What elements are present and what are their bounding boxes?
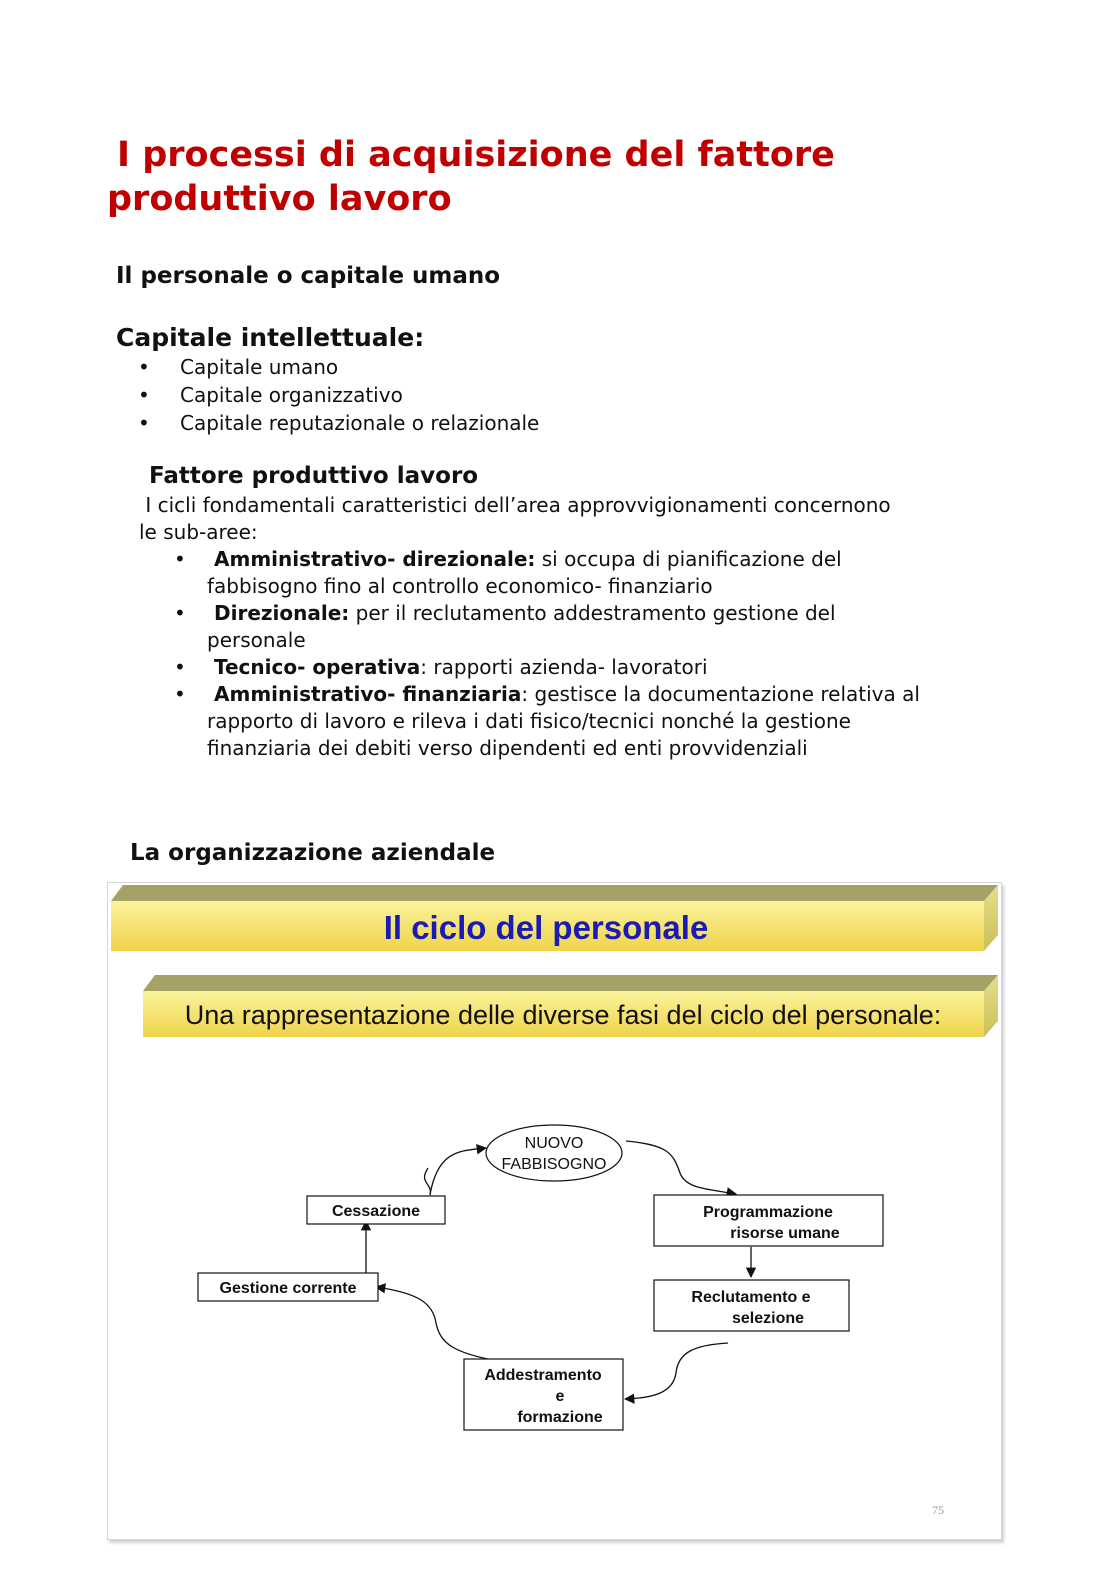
bullet-icon: • [138,383,150,407]
node-nuovo-fabbisogno [486,1125,622,1181]
heading-personale: Il personale o capitale umano [116,263,501,289]
list-item: • Amministrativo- finanziaria: gestisce la documentazione relativa al rapporto di lavoro e rileva i dati fisico/tecnici nonché la gestione finanziaria dei debiti verso dipendenti ed enti provvidenziali [174,682,920,760]
bullet-icon: • [138,355,150,379]
list-item: • Tecnico- operativa: rapporti azienda- lavoratori [174,655,708,679]
svg-text:NUOVO: NUOVO [524,1135,584,1152]
slide-title: Il ciclo del personale [383,909,709,946]
list-item: • Capitale umano [138,355,339,379]
sub-aree-list [170,546,1020,762]
bullet-icon: • [174,601,186,625]
svg-text:selezione: selezione [731,1310,805,1327]
slide-title-banner [111,885,998,951]
svg-text:risorse umane: risorse umane [730,1225,840,1242]
svg-text:formazione: formazione [517,1409,603,1426]
list-item: • Capitale reputazionale o relazionale [138,411,540,435]
svg-text:e: e [555,1388,565,1405]
bullet-icon: • [174,682,186,706]
slide-ciclo-personale [107,882,1002,1540]
slide-subtitle-banner [143,975,998,1037]
svg-text:Cessazione: Cessazione [331,1203,421,1220]
bullet-icon: • [174,655,186,679]
capitale-list [134,353,539,437]
svg-text:Gestione corrente: Gestione corrente [219,1280,357,1297]
svg-text:Programmazione: Programmazione [703,1204,833,1221]
node-addestramento [464,1359,623,1430]
arrow-to-gestione [376,1287,498,1361]
arrow-to-nuovo [430,1148,486,1195]
cycle-diagram [108,883,1001,1539]
page-title-line-2: produttivo lavoro [107,179,452,219]
node-gestione-corrente [198,1273,378,1301]
slide-subtitle: Una rappresentazione delle diverse fasi del ciclo del personale: [184,1000,942,1030]
list-item: • Capitale organizzativo [138,383,403,407]
page-title-line-1: I processi di acquisizione del fattore [117,135,835,175]
arc-cessazione-nuovo [425,1168,431,1195]
node-reclutamento [654,1280,849,1331]
heading-capitale-intellettuale: Capitale intellettuale: [116,323,425,352]
svg-text:FABBISOGNO: FABBISOGNO [501,1156,607,1173]
bullet-icon: • [174,547,186,571]
slide-page-number: 75 [932,1503,944,1517]
arrow-to-programmazione [626,1141,736,1194]
svg-text:Reclutamento e: Reclutamento e [691,1289,811,1306]
node-cessazione [307,1196,445,1224]
heading-fattore-produttivo: Fattore produttivo lavoro [149,463,479,489]
heading-organizzazione: La organizzazione aziendale [130,840,496,866]
arrow-to-addestramento [625,1343,728,1399]
page-title [107,133,1007,221]
list-item: • Direzionale: per il reclutamento addestramento gestione del personale [174,601,836,652]
fattore-intro: I cicli fondamentali caratteristici dell’area approvvigionamenti concernono le sub-aree: [139,493,891,544]
list-item: • Amministrativo- direzionale: si occupa di pianificazione del fabbisogno fino al controllo economico- finanziario [174,547,842,598]
bullet-icon: • [138,411,150,435]
svg-text:Addestramento: Addestramento [484,1367,602,1384]
node-programmazione [654,1195,883,1246]
